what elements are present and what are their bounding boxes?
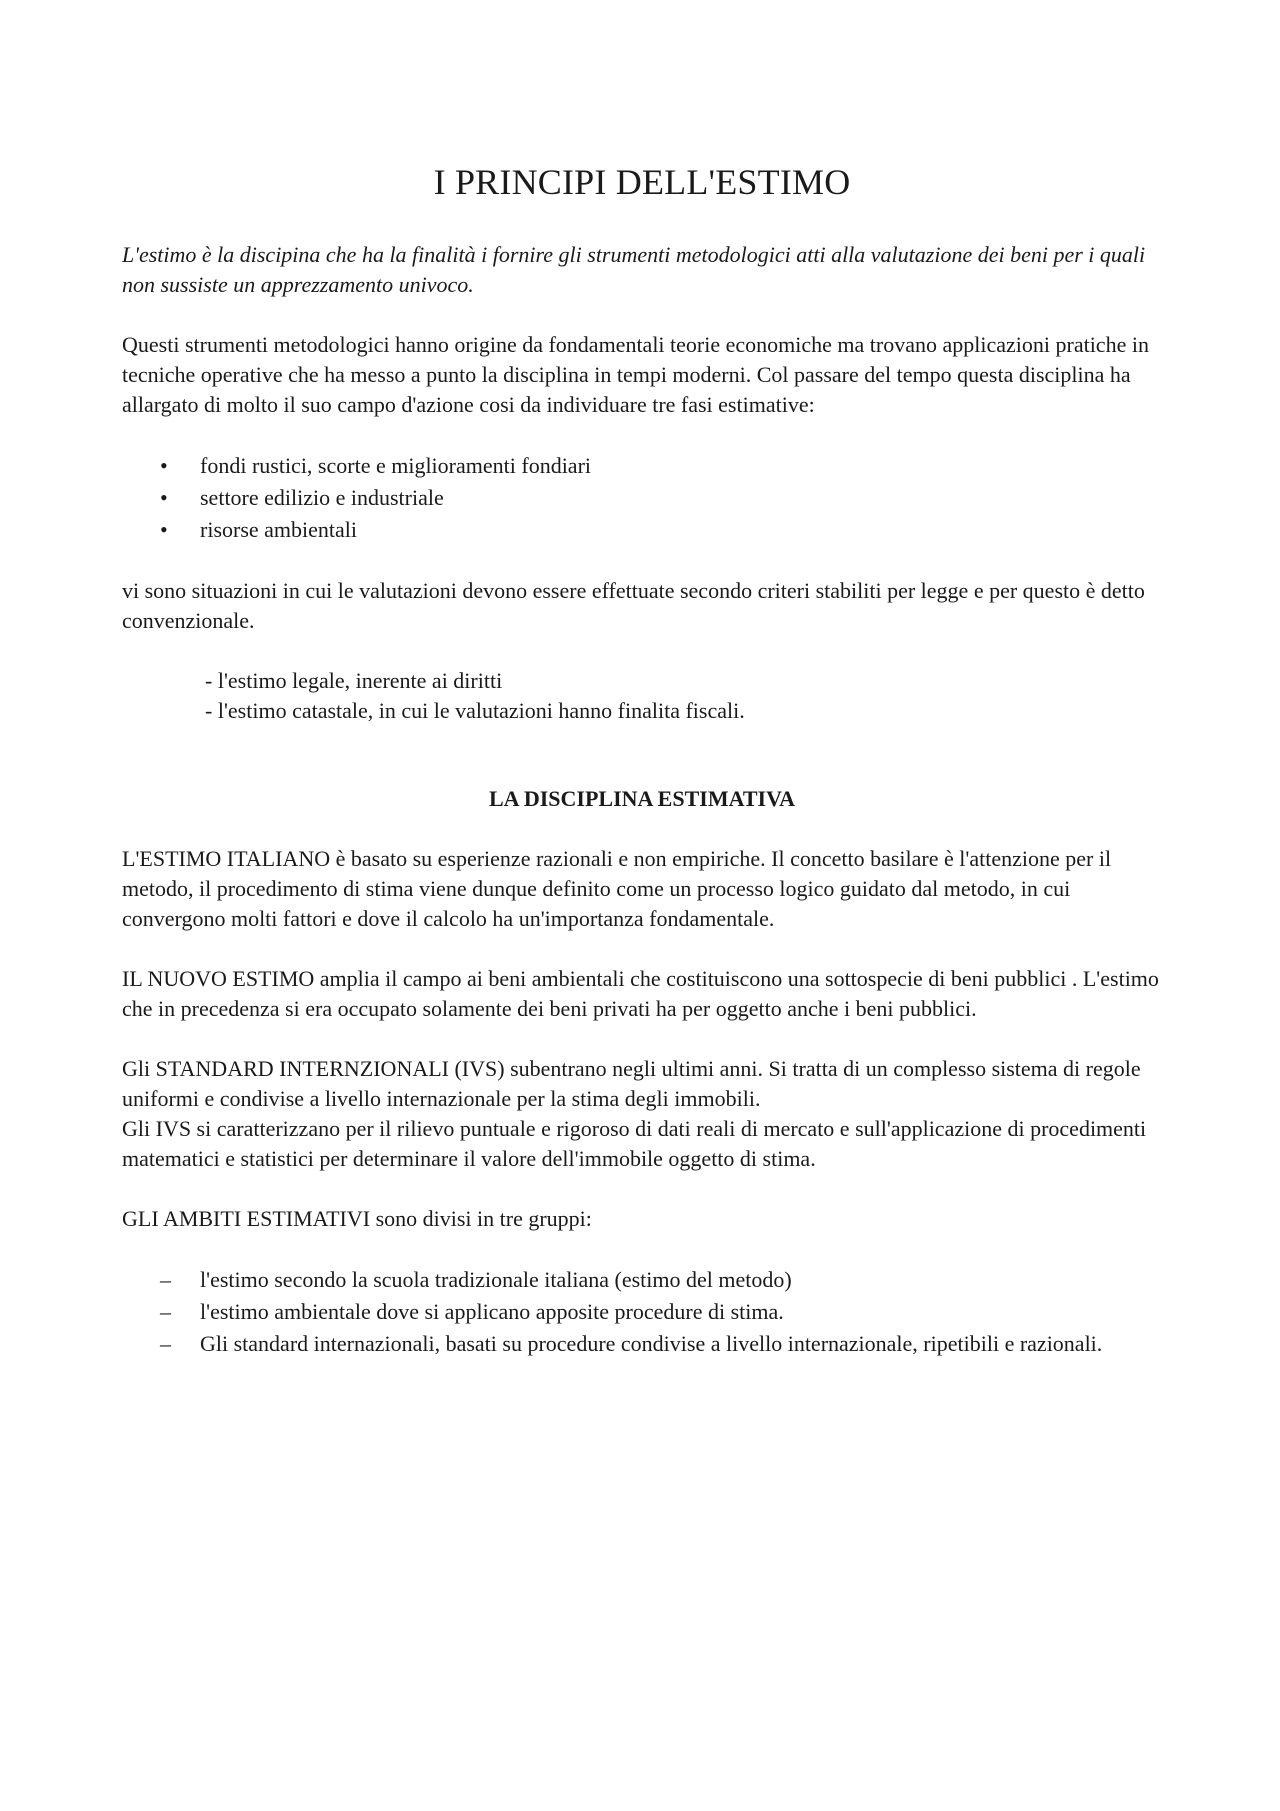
list-item: - l'estimo legale, inerente ai diritti [205, 668, 503, 693]
list-item-text: Gli standard internazionali, basati su procedure condivise a livello internazionale, ripetibili e razionali. [200, 1331, 1103, 1356]
document-page [122, 160, 1162, 1360]
dash-marker: – [160, 1267, 171, 1292]
list-item-text: settore edilizio e industriale [200, 485, 444, 510]
paragraph-conventional: vi sono situazioni in cui le valutazioni devono essere effettuate secondo criteri stabiliti per legge e per questo è detto convenzionale. [122, 578, 1145, 633]
paragraph-methodological-tools: Questi strumenti metodologici hanno origine da fondamentali teorie economiche ma trovano applicazioni pratiche in tecniche operative che ha messo a punto la disciplina in tempi moderni. Col passare del tempo questa disciplina ha allargato di molto il suo campo d'azione cosi da individuare tre fasi estimative: [122, 332, 1149, 417]
paragraph-ambits: GLI AMBITI ESTIMATIVI sono divisi in tre gruppi: [122, 1206, 592, 1231]
list-item-text: fondi rustici, scorte e miglioramenti fondiari [200, 453, 592, 478]
bullet-marker: • [160, 453, 168, 478]
list-item [122, 1296, 1162, 1328]
paragraph-italian-estimo: L'ESTIMO ITALIANO è basato su esperienze razionali e non empiriche. Il concetto basilare è l'attenzione per il metodo, il procedimento di stima viene dunque definito come un processo logico guidato dal metodo, in cui convergono molti fattori e dove il calcolo ha un'importanza fondamentale. [122, 846, 1112, 931]
list-item [122, 450, 1162, 482]
dash-marker: – [160, 1299, 171, 1324]
paragraph-ivs-detail: Gli IVS si caratterizzano per il rilievo puntuale e rigoroso di dati reali di mercato e sull'applicazione di procedimenti matematici e statistici per determinare il valore dell'immobile oggetto di stima. [122, 1116, 1147, 1171]
list-item-text: l'estimo ambientale dove si applicano apposite procedure di stima. [200, 1299, 784, 1324]
paragraph-international-standards [122, 1054, 1162, 1174]
list-item: - l'estimo catastale, in cui le valutazioni hanno finalita fiscali. [205, 698, 745, 723]
intro-paragraph: L'estimo è la discipina che ha la finalità i fornire gli strumenti metodologici atti alla valutazione dei beni per i quali non sussiste un apprezzamento univoco. [122, 242, 1146, 297]
dash-marker: – [160, 1331, 171, 1356]
section-heading: LA DISCIPLINA ESTIMATIVA [488, 786, 796, 811]
phases-list [122, 450, 1162, 546]
document-title: I PRINCIPI DELL'ESTIMO [433, 162, 851, 202]
list-item [122, 1264, 1162, 1296]
list-item [122, 514, 1162, 546]
conventional-list [122, 666, 1162, 726]
bullet-marker: • [160, 517, 168, 542]
paragraph-ivs-intro: Gli STANDARD INTERNZIONALI (IVS) subentrano negli ultimi anni. Si tratta di un complesso sistema di regole uniformi e condivise a livello internazionale per la stima degli immobili. [122, 1056, 1141, 1111]
list-item [122, 482, 1162, 514]
ambits-list [122, 1264, 1162, 1360]
list-item [122, 1328, 1162, 1360]
list-item-text: l'estimo secondo la scuola tradizionale italiana (estimo del metodo) [200, 1267, 792, 1292]
bullet-marker: • [160, 485, 168, 510]
list-item-text: risorse ambientali [200, 517, 358, 542]
paragraph-new-estimo: IL NUOVO ESTIMO amplia il campo ai beni ambientali che costituiscono una sottospecie di beni pubblici . L'estimo che in precedenza si era occupato solamente dei beni privati ha per oggetto anche i beni pubblici. [122, 966, 1159, 1021]
